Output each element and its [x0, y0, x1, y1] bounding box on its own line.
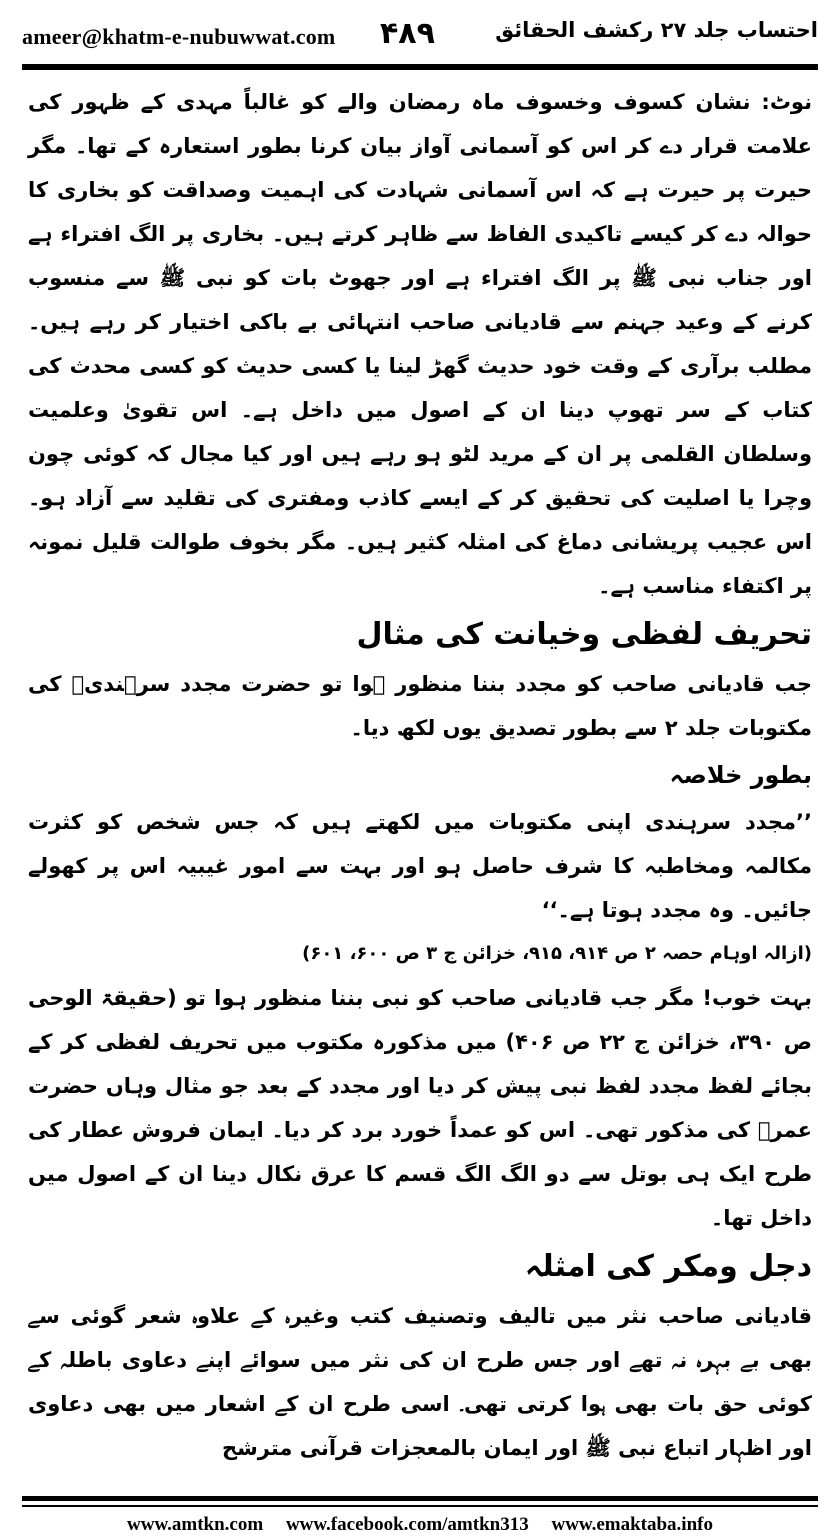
- paragraph-nabi: بہت خوب! مگر جب قادیانی صاحب کو نبی بننا منظور ہوا تو (حقیقۃ الوحی ص ۳۹۰، خزائن ج ۲۲ ص ۴۰۶) میں مذکورہ مکتوب میں تحریف لفظی کر کے بجائے لفظ مجدد لفظ نبی پیش کر دیا اور مجدد کے بعد جو مثال وہاں حضرت عمرؓ کی مذکور تھی۔ اس کو عمداً خورد برد کر دیا۔ ایمان فروش عطار کی طرح ایک ہی بوتل سے دو الگ الگ قسم کا عرق نکال دینا ان کے اصول میں داخل تھا۔: [28, 986, 812, 1230]
- footer-divider-thin: [22, 1505, 818, 1507]
- paragraph-poetry: قادیانی صاحب نثر میں تالیف وتصنیف کتب وغیرہ کے علاوہ شعر گوئی سے بھی بے بہرہ نہ تھے اور جس طرح ان کی نثر میں سوائے اپنے دعاوی باطلہ کے کوئی حق بات بھی ہوا کرتی تھی۔ اسی طرح ان کے اشعار میں بھی دعاوی اور اظہار اتباع نبی ﷺ اور ایمان بالمعجزات قرآنی مترشح: [28, 1304, 812, 1460]
- section-heading-tahreef: تحریف لفظی وخیانت کی مثال: [356, 617, 812, 652]
- page-number: ۴۸۹: [380, 16, 435, 51]
- section-heading-dajal: دجل ومکر کی امثلہ: [524, 1249, 812, 1284]
- footer-link-facebook: www.facebook.com/amtkn313: [285, 1514, 529, 1535]
- book-title: احتساب جلد ۲۷ رکشف الحقائق: [495, 18, 818, 42]
- quote-maktubat: ’’مجدد سرہندی اپنی مکتوبات میں لکھتے ہیں کہ جس شخص کو کثرت مکالمہ ومخاطبہ کا شرف حاصل ہو اور بہت سے امور غیبیہ اس پر کھولے جائیں۔ وہ مجدد ہوتا ہے۔‘‘: [28, 810, 812, 922]
- footer-link-emaktaba: www.emaktaba.info: [551, 1514, 713, 1535]
- header-divider: [22, 64, 818, 70]
- page-body: [28, 80, 812, 1470]
- footer-divider-thick: [22, 1496, 818, 1501]
- paragraph-note: نوٹ: نشان کسوف وخسوف ماہ رمضان والے کو غالباً مہدی کے ظہور کی علامت قرار دے کر اس کو آسمانی آواز بیان کرنا بطور استعارہ کے تھا۔ مگر حیرت پر حیرت ہے کہ اس آسمانی شہادت کی اہمیت وصداقت کو بخاری کا حوالہ دے کر کیسے تاکیدی الفاظ سے ظاہر کرتے ہیں۔ بخاری پر الگ افتراء ہے اور جناب نبی ﷺ پر الگ افتراء ہے اور جھوٹ بات کو نبی ﷺ سے منسوب کرنے کے وعید جہنم سے قادیانی صاحب انتہائی بے باکی اختیار کر رہے ہیں۔ مطلب برآری کے وقت خود حدیث گھڑ لینا یا کسی حدیث کو کسی محدث کی کتاب کے سر تھوپ دینا ان کے اصول میں داخل ہے۔ اس تقویٰ وعلمیت وسلطان القلمی پر ان کے مرید لٹو ہو رہے ہیں اور کیا مجال کہ کوئی چون وچرا یا اصلیت کی تحقیق کر کے ایسے کاذب ومفتری کی تقلید سے آزاد ہو۔ اس عجیب پریشانی دماغ کی امثلہ کثیر ہیں۔ مگر بخوف طوالت قلیل نمونہ پر اکتفاء مناسب ہے۔: [28, 90, 812, 598]
- reference-izala-auham: (ازالہ اوہام حصہ ۲ ص ۹۱۴، ۹۱۵، خزائن ج ۳ ص ۶۰۰، ۶۰۱): [302, 943, 812, 964]
- page-header: [22, 14, 818, 62]
- footer-link-amtkn: www.amtkn.com: [127, 1514, 264, 1535]
- page-footer: [22, 1510, 818, 1540]
- header-email: ameer@khatm-e-nubuwwat.com: [22, 24, 336, 49]
- paragraph-mujaddid: جب قادیانی صاحب کو مجدد بننا منظور ہوا تو حضرت مجدد سرہندیؒ کی مکتوبات جلد ۲ سے بطور تصدیق یوں لکھ دیا۔: [28, 672, 812, 740]
- subheading-khulasa: بطور خلاصہ: [669, 761, 812, 789]
